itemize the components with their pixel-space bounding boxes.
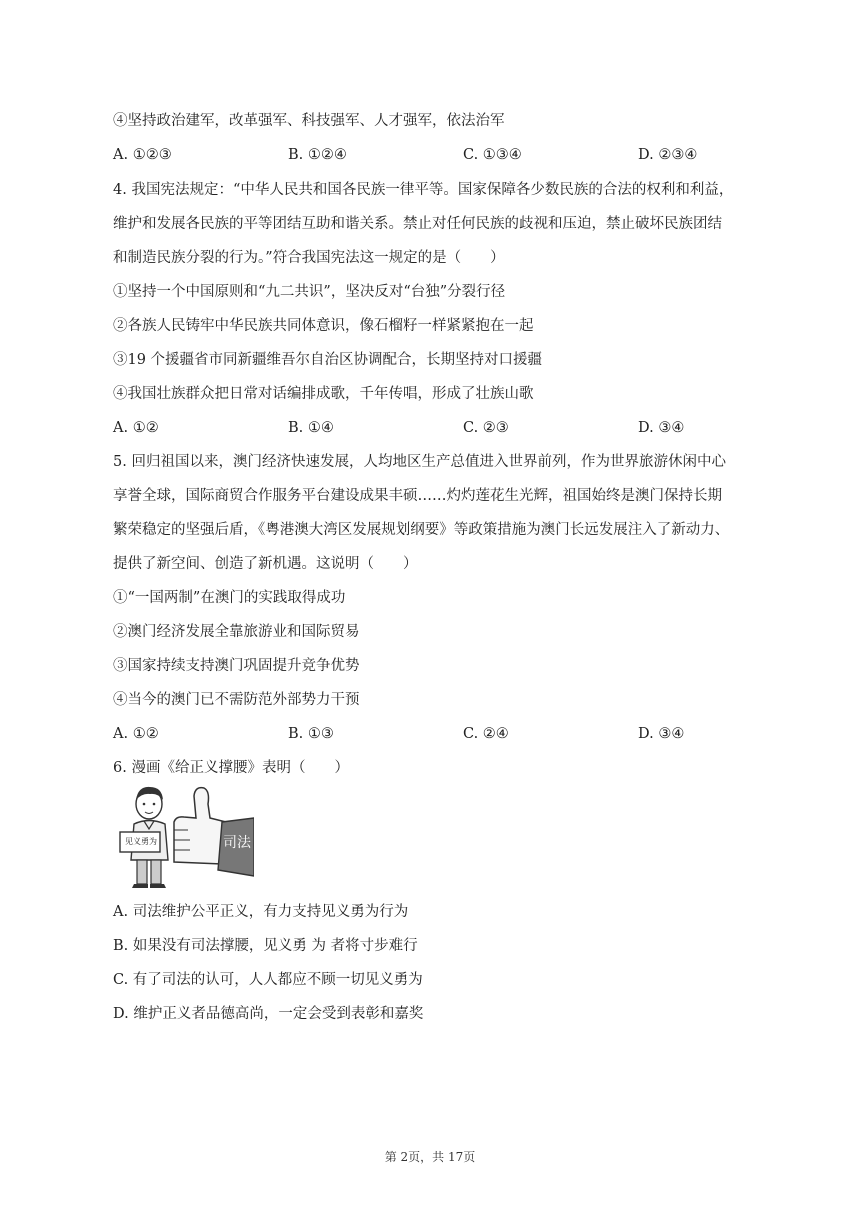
q6-option-a[interactable]: A. 司法维护公平正义，有力支持见义勇为行为	[113, 904, 409, 920]
q4-option-d[interactable]: D. ③④	[638, 420, 685, 436]
cartoon-cuff-text: 司法	[223, 835, 251, 851]
q5-option-c[interactable]: C. ②④	[463, 726, 509, 742]
q5-item-4: ④当今的澳门已不需防范外部势力干预	[113, 692, 360, 708]
q5-stem-line-4: 提供了新空间、创造了新机遇。这说明（ ）	[113, 556, 418, 572]
q5-item-2: ②澳门经济发展全靠旅游业和国际贸易	[113, 624, 360, 640]
q3-option-b[interactable]: B. ①②④	[288, 147, 347, 163]
q4-stem-line-3: 和制造民族分裂的行为。”符合我国宪法这一规定的是（ ）	[113, 250, 505, 266]
q5-stem-line-1: 5. 回归祖国以来，澳门经济快速发展，人均地区生产总值进入世界前列，作为世界旅游休闲中心	[113, 454, 726, 470]
q4-item-1: ①坚持一个中国原则和“九二共识”，坚决反对“台独”分裂行径	[113, 284, 506, 300]
q4-option-c[interactable]: C. ②③	[463, 420, 509, 436]
q6-stem: 6. 漫画《给正义撑腰》表明（ ）	[113, 760, 349, 776]
q6-option-c[interactable]: C. 有了司法的认可，人人都应不顾一切见义勇为	[113, 972, 423, 988]
q5-option-b[interactable]: B. ①③	[288, 726, 334, 742]
q4-option-b[interactable]: B. ①④	[288, 420, 334, 436]
q3-option-d[interactable]: D. ②③④	[638, 147, 698, 163]
q3-option-c[interactable]: C. ①③④	[463, 147, 522, 163]
q3-option-a[interactable]: A. ①②③	[113, 147, 172, 163]
cartoon-sign-text: 见义勇为	[125, 837, 157, 846]
q5-option-d[interactable]: D. ③④	[638, 726, 685, 742]
q5-stem-line-2: 享誉全球，国际商贸合作服务平台建设成果丰硕……灼灼莲花生光辉，祖国始终是澳门保持长期	[113, 488, 722, 504]
q4-stem-line-2: 维护和发展各民族的平等团结互助和谐关系。禁止对任何民族的歧视和压迫，禁止破坏民族团结	[113, 216, 722, 232]
page-number-footer: 第 2页，共 17页	[384, 1150, 476, 1164]
q5-stem-line-3: 繁荣稳定的坚强后盾，《粤港澳大湾区发展规划纲要》等政策措施为澳门长远发展注入了新动力、	[113, 522, 730, 538]
q6-option-b[interactable]: B. 如果没有司法撑腰，见义勇 为 者将寸步难行	[113, 938, 418, 954]
q3-item-4: ④坚持政治建军，改革强军、科技强军、人才强军，依法治军	[113, 113, 505, 129]
q6-option-d[interactable]: D. 维护正义者品德高尚，一定会受到表彰和嘉奖	[113, 1006, 424, 1022]
q5-item-3: ③国家持续支持澳门巩固提升竞争优势	[113, 658, 360, 674]
q4-stem-line-1: 4. 我国宪法规定：“中华人民共和国各民族一律平等。国家保障各少数民族的合法的权利和利益，	[113, 182, 734, 198]
q5-option-a[interactable]: A. ①②	[113, 726, 159, 742]
q4-item-4: ④我国壮族群众把日常对话编排成歌，千年传唱，形成了壮族山歌	[113, 386, 534, 402]
q4-item-2: ②各族人民铸牢中华民族共同体意识，像石榴籽一样紧紧抱在一起	[113, 318, 534, 334]
q5-item-1: ①“一国两制”在澳门的实践取得成功	[113, 590, 346, 606]
q4-item-3: ③19 个援疆省市同新疆维吾尔自治区协调配合，长期坚持对口援疆	[113, 352, 543, 368]
cartoon-image	[118, 782, 254, 890]
q4-option-a[interactable]: A. ①②	[113, 420, 159, 436]
